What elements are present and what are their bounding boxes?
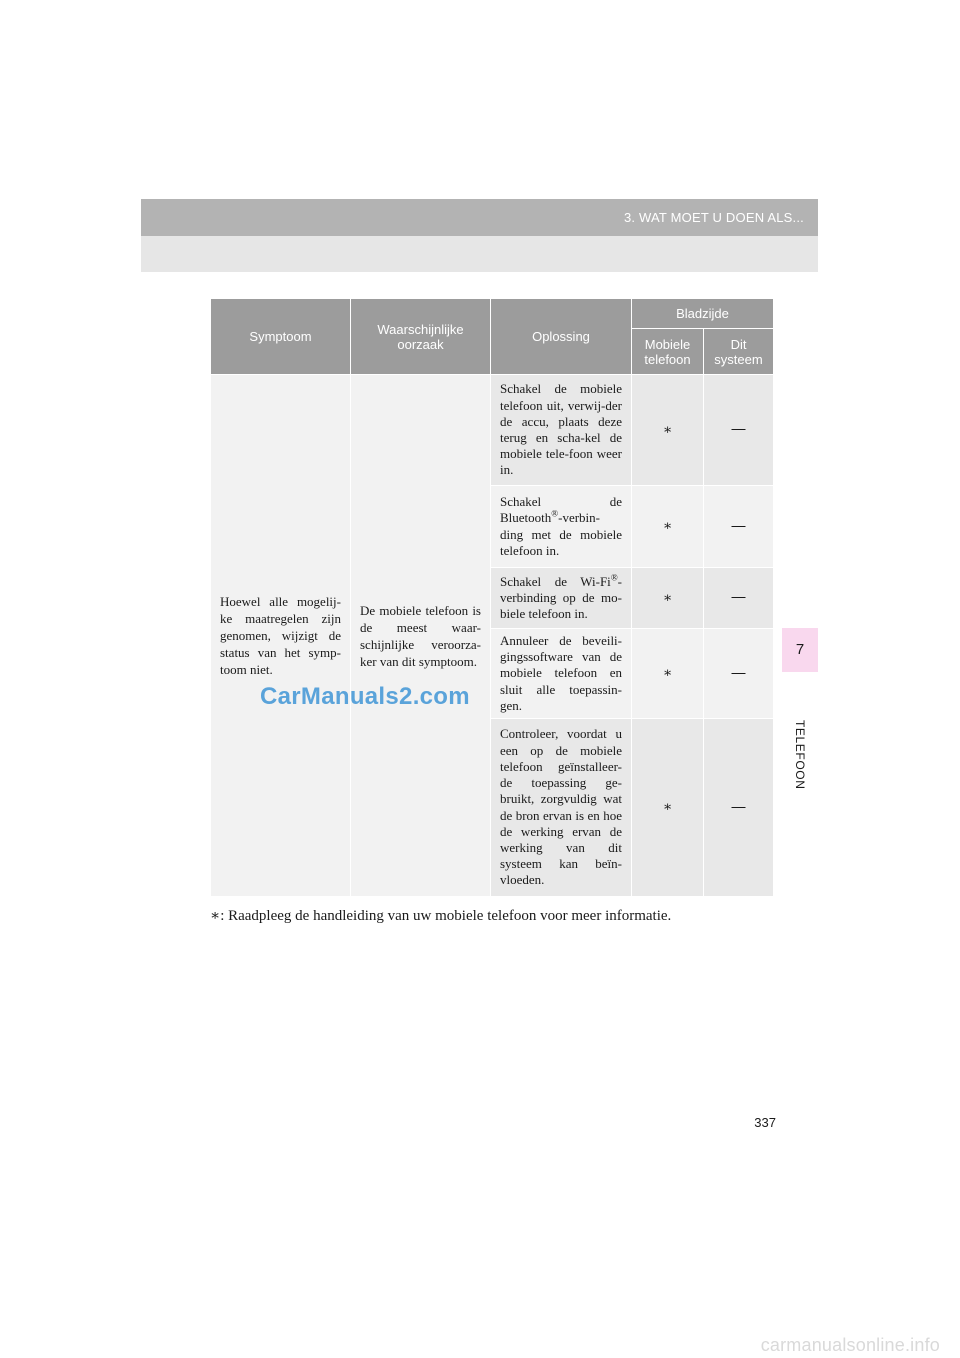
solution-text: Schakel de Wi-Fi bbox=[500, 573, 611, 589]
system-page-cell: ⎯⎯ bbox=[704, 375, 774, 486]
section-title: 3. WAT MOET U DOEN ALS... bbox=[623, 210, 804, 225]
footnote: ∗: Raadpleeg de handleiding van uw mobiele telefoon voor meer informatie. bbox=[210, 908, 672, 924]
solution-cell: Schakel de mobiele telefoon uit, verwij-der de accu, plaats deze terug en scha-kel de mobiele tele-foon weer in. bbox=[491, 375, 632, 486]
mobile-page-cell: ∗ bbox=[632, 719, 704, 897]
chapter-name: TELEFOON bbox=[793, 720, 807, 790]
solution-text: -verbinding op de mo-biele telefoon in. bbox=[500, 573, 622, 622]
header-cause: Waarschijnlijke oorzaak bbox=[351, 299, 491, 375]
solution-cell bbox=[491, 486, 632, 568]
solution-cell: Controleer, voordat u een op de mobiele telefoon geïnstalleer-de toepassing ge-bruikt, zorgvuldig wat de bron ervan is en hoe de werking ervan de werking van dit systeem kan beïn-vloeden. bbox=[491, 719, 632, 897]
system-page-cell: ⎯⎯ bbox=[704, 629, 774, 719]
symptom-cell: Hoewel alle mogelij-ke maatregelen zijn genomen, wijzigt de status van het symp-toom niet. bbox=[211, 375, 351, 897]
system-page-cell: ⎯⎯ bbox=[704, 486, 774, 568]
header-mobile-phone: Mobiele telefoon bbox=[632, 329, 704, 375]
footer-watermark-text: carmanualsonline.info bbox=[760, 1335, 940, 1355]
solution-cell bbox=[491, 568, 632, 629]
header-symptom: Symptoom bbox=[211, 299, 351, 375]
mobile-page-cell: ∗ bbox=[632, 486, 704, 568]
watermark-logo: CarManuals2.com bbox=[260, 683, 470, 710]
registered-mark: ® bbox=[610, 572, 618, 583]
header-bar bbox=[141, 199, 818, 236]
mobile-page-cell: ∗ bbox=[632, 629, 704, 719]
mobile-page-cell: ∗ bbox=[632, 568, 704, 629]
system-page-cell: ⎯⎯ bbox=[704, 568, 774, 629]
cause-cell: De mobiele telefoon is de meest waar-schijnlijke veroorza-ker van dit symptoom. bbox=[351, 375, 491, 897]
troubleshooting-table bbox=[210, 298, 774, 897]
mobile-page-cell: ∗ bbox=[632, 375, 704, 486]
header-solution: Oplossing bbox=[491, 299, 632, 375]
header-page: Bladzijde bbox=[632, 299, 774, 329]
solution-cell: Annuleer de beveili-gingssoftware van de mobiele telefoon en sluit alle toepassin-gen. bbox=[491, 629, 632, 719]
solution-text: -verbin-ding met de mobiele telefoon in. bbox=[500, 510, 622, 558]
footer-watermark bbox=[0, 1333, 960, 1358]
page-number: 337 bbox=[754, 1115, 776, 1130]
registered-mark: ® bbox=[551, 508, 559, 519]
header-subbar bbox=[141, 236, 818, 272]
header-this-system: Dit systeem bbox=[704, 329, 774, 375]
solution-text: Schakel de Bluetooth bbox=[500, 494, 622, 526]
system-page-cell: ⎯⎯ bbox=[704, 719, 774, 897]
chapter-number: 7 bbox=[795, 641, 805, 658]
